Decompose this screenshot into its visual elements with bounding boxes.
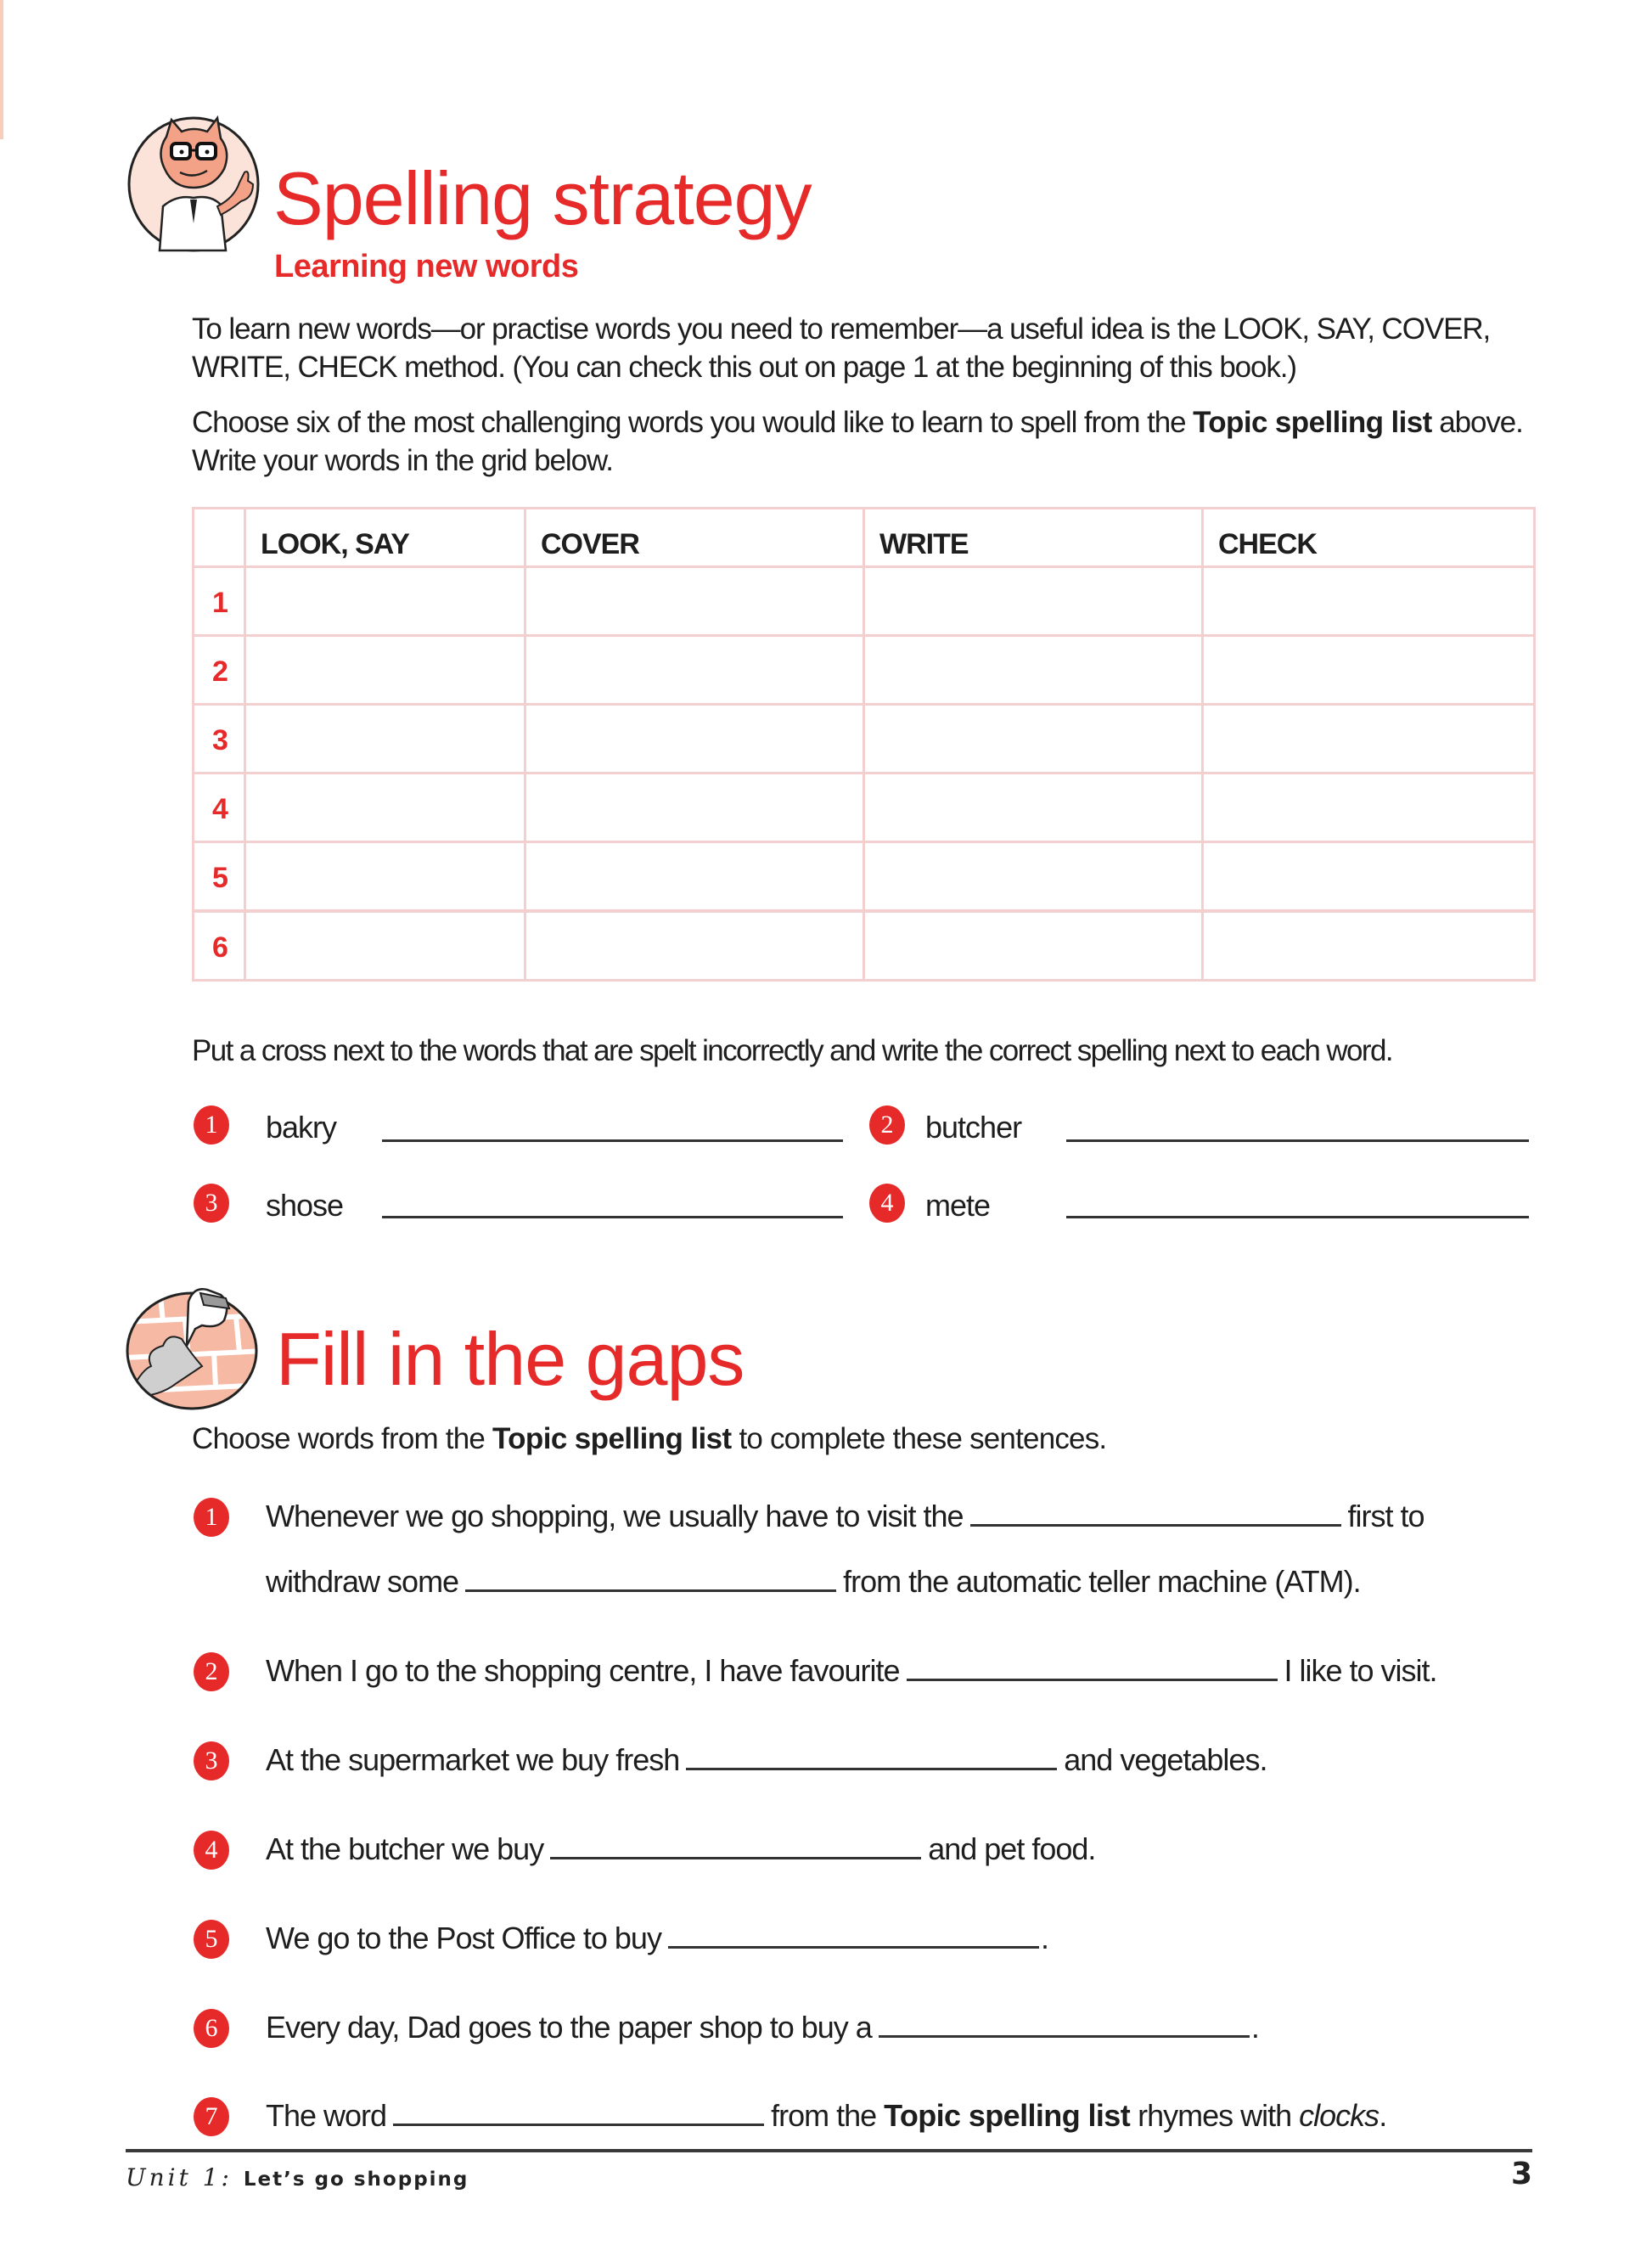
sentence-text: . (1250, 2010, 1259, 2045)
grid-write-cell[interactable] (524, 565, 865, 637)
grid-write-cell[interactable] (244, 841, 526, 912)
answer-blank[interactable] (550, 1857, 921, 1859)
grid-write-cell[interactable] (1201, 634, 1536, 706)
sentence-line (266, 1831, 1096, 1866)
sentence-text: Every day, Dad goes to the paper shop to buy a (266, 2010, 872, 2045)
section-title-spelling-strategy: Spelling strategy (273, 156, 812, 240)
grid-row-number-cell (192, 910, 246, 982)
look-say-cover-write-check-grid (192, 507, 1536, 978)
answer-blank[interactable] (879, 2035, 1250, 2038)
sentence-text: When I go to the shopping centre, I have favourite (266, 1653, 900, 1688)
answer-blank[interactable] (970, 1524, 1341, 1527)
answer-line[interactable] (1066, 1216, 1529, 1218)
sentence-text: Whenever we go shopping, we usually have to visit the (266, 1499, 964, 1533)
sentence-line (266, 2012, 1259, 2043)
unit-title: Let’s go shopping (243, 2169, 469, 2191)
answer-blank[interactable] (907, 1679, 1278, 1681)
row-number: 3 (212, 724, 228, 757)
sentence-end: . (1379, 2098, 1387, 2133)
intro-text-before: Choose words from the (192, 1422, 492, 1455)
topic-spelling-list-ref: Topic spelling list (884, 2098, 1131, 2133)
row-number: 6 (212, 931, 228, 964)
grid-write-cell[interactable] (244, 703, 526, 774)
professor-cat-mascot-icon (126, 113, 265, 252)
grid-write-cell[interactable] (524, 634, 865, 706)
header-label: LOOK, SAY (261, 528, 409, 560)
row-number: 2 (212, 655, 228, 689)
sentence-text: At the supermarket we buy fresh (266, 1742, 680, 1777)
misspelled-word: mete (925, 1188, 991, 1223)
grid-write-cell[interactable] (863, 634, 1204, 706)
number-badge: 3 (194, 1741, 229, 1780)
grid-write-cell[interactable] (1201, 772, 1536, 843)
grid-write-cell[interactable] (863, 841, 1204, 912)
sentence-text: rhymes with (1130, 2098, 1300, 2133)
answer-line[interactable] (382, 1216, 843, 1218)
grid-write-cell[interactable] (524, 703, 865, 774)
grid-header-look-say (244, 507, 526, 568)
sentence-text: and vegetables. (1064, 1742, 1267, 1777)
grid-write-cell[interactable] (1201, 565, 1536, 637)
number-badge: 4 (869, 1184, 905, 1223)
sentence-text: We go to the Post Office to buy (266, 1921, 661, 1955)
fill-gaps-intro (192, 1420, 1542, 1458)
number-badge: 5 (194, 1920, 229, 1959)
grid-header-cover (524, 507, 865, 568)
grid-row-number-cell (192, 634, 246, 706)
para2-text-before: Choose six of the most challenging words you would like to learn to spell from the (192, 406, 1194, 439)
number-badge: 1 (194, 1105, 229, 1145)
page-number: 3 (1511, 2157, 1533, 2191)
sentence-line-2 (266, 1564, 1361, 1599)
sentence-text: . (1040, 1921, 1048, 1955)
intro-paragraph-2 (192, 403, 1542, 480)
grid-write-cell[interactable] (863, 703, 1204, 774)
number-badge: 3 (194, 1184, 229, 1223)
grid-write-cell[interactable] (1201, 703, 1536, 774)
unit-number: Unit 1: (126, 2163, 233, 2191)
row-number: 1 (212, 587, 228, 619)
sentence-text: I like to visit. (1284, 1653, 1437, 1688)
para2-text-after: above. Write your words in the grid below. (192, 406, 1523, 477)
answer-blank[interactable] (393, 2124, 764, 2126)
answer-blank[interactable] (686, 1768, 1057, 1770)
grid-write-cell[interactable] (863, 565, 1204, 637)
number-badge: 2 (194, 1652, 229, 1691)
grid-write-cell[interactable] (244, 910, 526, 982)
section-subtitle: Learning new words (274, 249, 579, 284)
answer-blank[interactable] (465, 1589, 836, 1592)
misspelled-word: butcher (925, 1110, 1022, 1145)
number-badge: 4 (194, 1831, 229, 1870)
grid-write-cell[interactable] (863, 772, 1204, 843)
sentence-text: The word (266, 2098, 387, 2133)
brick-wall-trowel-icon (126, 1278, 265, 1417)
sentence-text: from the (771, 2098, 885, 2133)
grid-write-cell[interactable] (863, 910, 1204, 982)
sentence-text: At the butcher we buy (266, 1831, 544, 1866)
sentence-line (266, 1653, 1437, 1688)
misspelled-word: bakry (266, 1110, 337, 1145)
grid-write-cell[interactable] (244, 565, 526, 637)
grid-write-cell[interactable] (244, 772, 526, 843)
footer-unit-label (126, 2163, 469, 2191)
sentence-line-1 (266, 1501, 1424, 1532)
grid-write-cell[interactable] (244, 634, 526, 706)
row-number: 4 (212, 793, 228, 826)
grid-row-number-cell (192, 703, 246, 774)
number-badge: 1 (194, 1498, 229, 1537)
sentence-text: and pet food. (928, 1831, 1096, 1866)
rhyme-word: clocks (1299, 2098, 1379, 2133)
misspell-instruction: Put a cross next to the words that are spelt incorrectly and write the correct spelling next to each word. (192, 1034, 1392, 1067)
header-label: CHECK (1218, 528, 1317, 560)
sentence-line (266, 2098, 1387, 2133)
header-label: COVER (541, 528, 639, 560)
grid-write-cell[interactable] (1201, 841, 1536, 912)
topic-spelling-list-ref: Topic spelling list (1193, 406, 1432, 439)
number-badge: 7 (194, 2097, 229, 2136)
number-badge: 2 (869, 1105, 905, 1145)
page-edge-strip (0, 0, 3, 139)
topic-spelling-list-ref: Topic spelling list (492, 1422, 732, 1455)
header-label: WRITE (879, 528, 969, 560)
answer-line[interactable] (1066, 1139, 1529, 1142)
sentence-text: from the automatic teller machine (ATM). (843, 1564, 1361, 1599)
grid-write-cell[interactable] (524, 910, 865, 982)
intro-paragraph-1: To learn new words—or practise words you need to remember—a useful idea is the LOOK, SAY, COVER, WRITE, CHECK method. (You can check this out on page 1 at the beginning of this book.) (192, 312, 1491, 384)
grid-header-write (863, 507, 1204, 568)
sentence-line (266, 1923, 1048, 1954)
section-title-fill-in-the-gaps: Fill in the gaps (276, 1317, 745, 1401)
answer-blank[interactable] (668, 1946, 1039, 1949)
grid-header-check (1201, 507, 1536, 568)
misspelled-word: shose (266, 1188, 344, 1223)
grid-write-cell[interactable] (524, 841, 865, 912)
grid-write-cell[interactable] (524, 772, 865, 843)
answer-line[interactable] (382, 1139, 843, 1142)
intro-text-after: to complete these sentences. (731, 1422, 1107, 1455)
number-badge: 6 (194, 2009, 229, 2048)
grid-row-number-cell (192, 841, 246, 912)
row-number: 5 (212, 862, 228, 895)
sentence-text: first to (1347, 1499, 1424, 1533)
grid-write-cell[interactable] (1201, 910, 1536, 982)
grid-row-number-cell (192, 565, 246, 637)
sentence-text: withdraw some (266, 1564, 459, 1599)
sentence-line (266, 1742, 1267, 1777)
grid-row-number-cell (192, 772, 246, 843)
footer-divider (126, 2149, 1532, 2152)
grid-corner-cell (192, 507, 246, 568)
